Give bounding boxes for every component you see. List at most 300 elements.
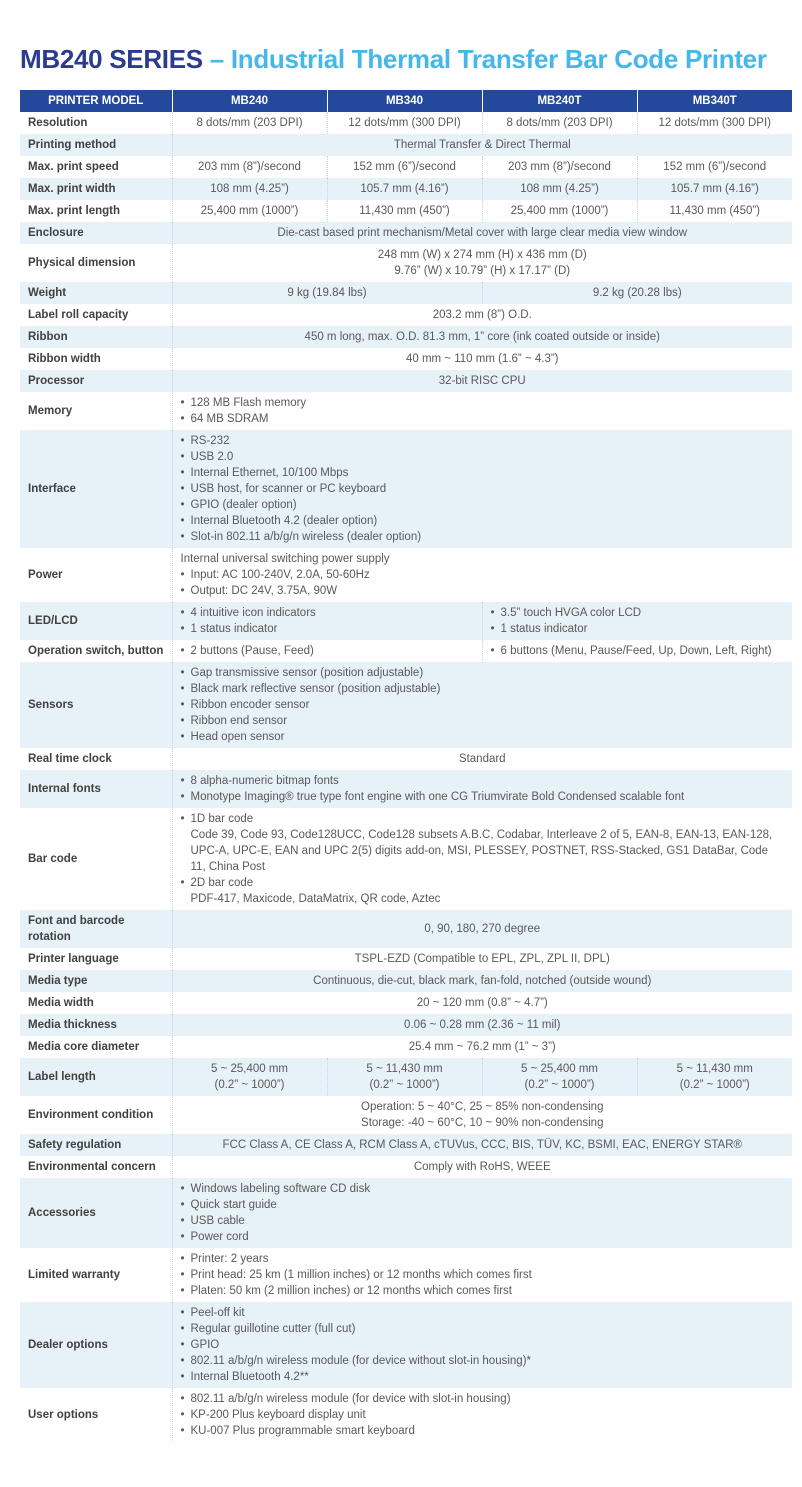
spec-text: Power cord bbox=[190, 1231, 249, 1243]
spec-label: Media core diameter bbox=[28, 1041, 140, 1053]
bullet-item bbox=[181, 529, 785, 545]
bullet-item bbox=[491, 605, 785, 621]
spec-label: Limited warranty bbox=[28, 1269, 121, 1281]
spec-text-line: (0.2” ~ 1000”) bbox=[524, 1079, 595, 1091]
spec-row bbox=[20, 948, 792, 970]
spec-value bbox=[327, 112, 482, 134]
spec-text-line: 25,400 mm (1000”) bbox=[510, 205, 609, 217]
bullet-item bbox=[181, 481, 785, 497]
spec-text: Regular guillotine cutter (full cut) bbox=[190, 1323, 356, 1335]
spec-value bbox=[172, 1134, 792, 1156]
spec-label: Real time clock bbox=[28, 753, 112, 765]
spec-row bbox=[20, 748, 792, 770]
spec-text-line: 9 kg (19.84 lbs) bbox=[287, 287, 367, 299]
spec-label: Label roll capacity bbox=[28, 309, 129, 321]
spec-text-line: 105.7 mm (4.16”) bbox=[360, 183, 449, 195]
spec-value bbox=[172, 244, 792, 282]
spec-row bbox=[20, 602, 792, 640]
spec-value bbox=[172, 1388, 792, 1442]
bullet-icon: • bbox=[180, 1371, 185, 1383]
bullet-icon: • bbox=[180, 1339, 185, 1351]
spec-text: KU-007 Plus programmable smart keyboard bbox=[190, 1425, 415, 1437]
spec-label: Processor bbox=[28, 375, 85, 387]
spec-text-line: Standard bbox=[458, 753, 506, 765]
spec-label: Max. print length bbox=[28, 205, 120, 217]
bullet-item bbox=[491, 643, 785, 659]
spec-label: Printing method bbox=[28, 139, 117, 151]
spec-value bbox=[327, 1058, 482, 1096]
spec-label: Resolution bbox=[28, 117, 88, 129]
bullet-icon: • bbox=[180, 667, 185, 679]
bullet-icon: • bbox=[180, 435, 185, 447]
spec-text: Head open sensor bbox=[190, 731, 285, 743]
spec-row bbox=[20, 1178, 792, 1248]
spec-text-line: 203.2 mm (8”) O.D. bbox=[432, 309, 532, 321]
spec-text: 64 MB SDRAM bbox=[190, 413, 269, 425]
spec-text: 128 MB Flash memory bbox=[190, 397, 307, 409]
bullet-item bbox=[181, 789, 785, 805]
bullet-icon: • bbox=[180, 607, 185, 619]
spec-text-line: Storage: -40 ~ 60°C, 10 ~ 90% non-condensing bbox=[361, 1117, 604, 1129]
title-series: MB240 SERIES bbox=[20, 44, 210, 74]
spec-text-line: (0.2” ~ 1000”) bbox=[369, 1079, 440, 1091]
spec-value bbox=[172, 1248, 792, 1302]
spec-row bbox=[20, 392, 792, 430]
header-mb340t: MB340T bbox=[637, 90, 792, 112]
spec-text-line: 9.2 kg (20.28 lbs) bbox=[592, 287, 682, 299]
bullet-icon: • bbox=[180, 451, 185, 463]
spec-text: Black mark reflective sensor (position adjustable) bbox=[190, 683, 441, 695]
spec-value bbox=[172, 178, 327, 200]
spec-text-line: 20 ~ 120 mm (0.8” ~ 4.7”) bbox=[416, 997, 548, 1009]
bullet-icon: • bbox=[180, 715, 185, 727]
spec-text: USB cable bbox=[190, 1215, 245, 1227]
spec-row bbox=[20, 282, 792, 304]
spec-text-line: 5 ~ 25,400 mm bbox=[210, 1063, 289, 1075]
bullet-icon: • bbox=[180, 1231, 185, 1243]
spec-label: Accessories bbox=[28, 1207, 96, 1219]
spec-text-line: 5 ~ 25,400 mm bbox=[520, 1063, 599, 1075]
spec-value bbox=[637, 1058, 792, 1096]
bullet-item bbox=[181, 513, 785, 529]
spec-text-line: 108 mm (4.25”) bbox=[520, 183, 599, 195]
spec-label: Sensors bbox=[28, 699, 74, 711]
bullet-item bbox=[181, 1267, 785, 1283]
spec-value bbox=[172, 662, 792, 748]
spec-text-line: 11,430 mm (450”) bbox=[669, 205, 761, 217]
spec-value bbox=[327, 200, 482, 222]
spec-row bbox=[20, 1156, 792, 1178]
bullet-item bbox=[181, 1369, 785, 1385]
spec-value bbox=[172, 602, 482, 640]
bullet-item bbox=[181, 1229, 785, 1245]
spec-text: Internal Bluetooth 4.2 (dealer option) bbox=[190, 515, 378, 527]
spec-label: Media type bbox=[28, 975, 88, 987]
bullet-icon: • bbox=[180, 531, 185, 543]
spec-text-line: 203 mm (8”)/second bbox=[198, 161, 301, 173]
bullet-item bbox=[491, 621, 785, 637]
spec-label: Memory bbox=[28, 405, 73, 417]
spec-label: Power bbox=[28, 569, 63, 581]
bullet-icon: • bbox=[180, 413, 185, 425]
spec-text: 2D bar code bbox=[190, 877, 254, 889]
bullet-item bbox=[181, 1181, 785, 1197]
spec-value bbox=[172, 1156, 792, 1178]
spec-row bbox=[20, 1036, 792, 1058]
spec-value bbox=[482, 1058, 637, 1096]
spec-row bbox=[20, 992, 792, 1014]
spec-value bbox=[172, 1036, 792, 1058]
spec-value bbox=[482, 602, 792, 640]
spec-label: Printer language bbox=[28, 953, 119, 965]
spec-text-line: (0.2” ~ 1000”) bbox=[679, 1079, 750, 1091]
spec-text-line: 25.4 mm ~ 76.2 mm (1” ~ 3”) bbox=[408, 1041, 556, 1053]
spec-table-body bbox=[20, 112, 792, 1442]
spec-value bbox=[172, 808, 792, 910]
spec-text-line: 105.7 mm (4.16”) bbox=[670, 183, 759, 195]
spec-text: 802.11 a/b/g/n wireless module (for device with slot-in housing) bbox=[190, 1393, 511, 1405]
spec-label: Bar code bbox=[28, 853, 78, 865]
header-mb340: MB340 bbox=[327, 90, 482, 112]
bullet-icon: • bbox=[180, 1215, 185, 1227]
spec-value bbox=[172, 748, 792, 770]
spec-text-line: 32-bit RISC CPU bbox=[438, 375, 526, 387]
spec-text-line: Die-cast based print mechanism/Metal cover with large clear media view window bbox=[277, 227, 688, 239]
spec-text-line: FCC Class A, CE Class A, RCM Class A, cTUVus, CCC, BIS, TÜV, KC, BSMI, EAC, ENERGY STAR® bbox=[222, 1139, 742, 1151]
spec-row bbox=[20, 662, 792, 748]
header-printer-model: PRINTER MODEL bbox=[20, 90, 172, 112]
spec-text-line: 5 ~ 11,430 mm bbox=[366, 1063, 443, 1075]
spec-value bbox=[172, 200, 327, 222]
bullet-item bbox=[181, 1213, 785, 1229]
spec-table bbox=[20, 90, 792, 1442]
spec-text-line: Comply with RoHS, WEEE bbox=[413, 1161, 551, 1173]
spec-value bbox=[172, 1014, 792, 1036]
spec-row bbox=[20, 134, 792, 156]
spec-value bbox=[172, 640, 482, 662]
spec-row bbox=[20, 1058, 792, 1096]
spec-value bbox=[172, 370, 792, 392]
bullet-icon: • bbox=[180, 683, 185, 695]
bullet-item bbox=[181, 643, 474, 659]
spec-text: Windows labeling software CD disk bbox=[190, 1183, 371, 1195]
spec-row bbox=[20, 112, 792, 134]
spec-row bbox=[20, 640, 792, 662]
spec-label: Physical dimension bbox=[28, 257, 136, 269]
bullet-item bbox=[181, 1337, 785, 1353]
spec-text-line: 248 mm (W) x 274 mm (H) x 436 mm (D) bbox=[377, 249, 587, 261]
spec-text-line: (0.2” ~ 1000”) bbox=[214, 1079, 285, 1091]
spec-value bbox=[637, 156, 792, 178]
spec-text: 1 status indicator bbox=[500, 623, 588, 635]
bullet-icon: • bbox=[180, 645, 185, 657]
spec-text-line: Continuous, die-cut, black mark, fan-fold, notched (outside wound) bbox=[313, 975, 652, 987]
spec-label: Media width bbox=[28, 997, 94, 1009]
spec-label: Media thickness bbox=[28, 1019, 117, 1031]
bullet-item bbox=[181, 395, 785, 411]
spec-text: PDF-417, Maxicode, DataMatrix, QR code, Aztec bbox=[190, 893, 441, 905]
spec-text: Internal Ethernet, 10/100 Mbps bbox=[190, 467, 349, 479]
spec-label: Enclosure bbox=[28, 227, 84, 239]
spec-text-line: 8 dots/mm (203 DPI) bbox=[506, 117, 613, 129]
bullet-icon: • bbox=[180, 813, 185, 825]
bullet-icon: • bbox=[180, 1425, 185, 1437]
spec-text: Monotype Imaging® true type font engine with one CG Triumvirate Bold Condensed scalable font bbox=[190, 791, 685, 803]
spec-value bbox=[172, 222, 792, 244]
spec-row bbox=[20, 348, 792, 370]
spec-row bbox=[20, 430, 792, 548]
spec-value bbox=[172, 156, 327, 178]
bullet-icon: • bbox=[490, 645, 495, 657]
bullet-icon: • bbox=[180, 877, 185, 889]
bullet-icon: • bbox=[180, 775, 185, 787]
spec-text: GPIO (dealer option) bbox=[190, 499, 297, 511]
spec-text-line: 0, 90, 180, 270 degree bbox=[424, 923, 541, 935]
spec-label: Max. print width bbox=[28, 183, 116, 195]
spec-value bbox=[637, 178, 792, 200]
bullet-icon: • bbox=[180, 499, 185, 511]
table-header-row bbox=[20, 90, 792, 112]
spec-label: Environmental concern bbox=[28, 1161, 156, 1173]
spec-value bbox=[482, 156, 637, 178]
spec-value bbox=[172, 282, 482, 304]
spec-text-line: 0.06 ~ 0.28 mm (2.36 ~ 11 mil) bbox=[404, 1019, 561, 1031]
spec-text: GPIO bbox=[190, 1339, 220, 1351]
spec-text: KP-200 Plus keyboard display unit bbox=[190, 1409, 366, 1421]
bullet-icon: • bbox=[180, 1285, 185, 1297]
spec-value bbox=[172, 992, 792, 1014]
spec-row bbox=[20, 222, 792, 244]
bullet-item bbox=[181, 875, 785, 891]
spec-row bbox=[20, 808, 792, 910]
header-mb240t: MB240T bbox=[482, 90, 637, 112]
spec-row bbox=[20, 200, 792, 222]
bullet-item bbox=[181, 621, 474, 637]
bullet-item bbox=[181, 1391, 785, 1407]
spec-value bbox=[172, 1178, 792, 1248]
spec-text-line: 5 ~ 11,430 mm bbox=[676, 1063, 753, 1075]
bullet-item bbox=[181, 713, 785, 729]
bullet-icon: • bbox=[180, 467, 185, 479]
bullet-item bbox=[181, 1197, 785, 1213]
spec-text-line: 9.76” (W) x 10.79” (H) x 17.17” (D) bbox=[394, 265, 571, 277]
bullet-icon: • bbox=[180, 699, 185, 711]
spec-text-line: 450 m long, max. O.D. 81.3 mm, 1” core (ink coated outside or inside) bbox=[304, 331, 660, 343]
spec-text-line: TSPL-EZD (Compatible to EPL, ZPL, ZPL II, DPL) bbox=[354, 953, 610, 965]
spec-value bbox=[172, 770, 792, 808]
spec-label: Font and barcode rotation bbox=[28, 915, 125, 943]
spec-label: Internal fonts bbox=[28, 783, 101, 795]
spec-label: LED/LCD bbox=[28, 615, 78, 627]
spec-sheet-page bbox=[0, 44, 802, 1487]
bullet-icon: • bbox=[180, 731, 185, 743]
spec-row bbox=[20, 548, 792, 602]
spec-text: Printer: 2 years bbox=[190, 1253, 269, 1265]
bullet-item bbox=[181, 681, 785, 697]
bullet-item bbox=[181, 465, 785, 481]
spec-row bbox=[20, 326, 792, 348]
spec-value bbox=[172, 348, 792, 370]
spec-text: Peel-off kit bbox=[190, 1307, 245, 1319]
spec-value bbox=[172, 548, 792, 602]
spec-text: 2 buttons (Pause, Feed) bbox=[190, 645, 314, 657]
header-mb240: MB240 bbox=[172, 90, 327, 112]
spec-label: Ribbon width bbox=[28, 353, 101, 365]
spec-value bbox=[172, 134, 792, 156]
spec-row bbox=[20, 770, 792, 808]
bullet-item bbox=[181, 605, 474, 621]
bullet-item bbox=[181, 433, 785, 449]
spec-text: RS-232 bbox=[190, 435, 230, 447]
spec-value bbox=[172, 970, 792, 992]
page-title bbox=[20, 44, 792, 75]
spec-text-line bbox=[181, 551, 785, 567]
bullet-item bbox=[181, 1423, 785, 1439]
bullet-icon: • bbox=[180, 515, 185, 527]
spec-label: Label length bbox=[28, 1071, 96, 1083]
bullet-icon: • bbox=[180, 791, 185, 803]
spec-text-line: 108 mm (4.25”) bbox=[210, 183, 289, 195]
spec-row bbox=[20, 178, 792, 200]
spec-text-line: 11,430 mm (450”) bbox=[359, 205, 450, 217]
spec-text-line bbox=[181, 827, 785, 875]
spec-row bbox=[20, 1302, 792, 1388]
spec-value bbox=[482, 282, 792, 304]
spec-value bbox=[482, 112, 637, 134]
bullet-item bbox=[181, 697, 785, 713]
spec-value bbox=[172, 910, 792, 948]
spec-text: Slot-in 802.11 a/b/g/n wireless (dealer option) bbox=[190, 531, 422, 543]
bullet-item bbox=[181, 665, 785, 681]
spec-label: User options bbox=[28, 1409, 99, 1421]
spec-value bbox=[172, 112, 327, 134]
spec-label: Max. print speed bbox=[28, 161, 119, 173]
spec-text: 8 alpha-numeric bitmap fonts bbox=[190, 775, 339, 787]
spec-text: Internal Bluetooth 4.2** bbox=[190, 1371, 309, 1383]
spec-row bbox=[20, 1014, 792, 1036]
bullet-item bbox=[181, 449, 785, 465]
spec-value bbox=[637, 112, 792, 134]
spec-text: 6 buttons (Menu, Pause/Feed, Up, Down, Left, Right) bbox=[500, 645, 772, 657]
bullet-item bbox=[181, 729, 785, 745]
spec-text-line: 12 dots/mm (300 DPI) bbox=[658, 117, 771, 129]
bullet-item bbox=[181, 1321, 785, 1337]
bullet-icon: • bbox=[180, 569, 185, 581]
spec-text-line: Thermal Transfer & Direct Thermal bbox=[393, 139, 571, 151]
bullet-item bbox=[181, 497, 785, 513]
spec-label: Operation switch, button bbox=[28, 645, 164, 657]
bullet-icon: • bbox=[490, 623, 495, 635]
bullet-icon: • bbox=[180, 1269, 185, 1281]
spec-text-line: 25,400 mm (1000”) bbox=[200, 205, 299, 217]
spec-value bbox=[482, 178, 637, 200]
spec-value bbox=[172, 304, 792, 326]
spec-label: Environment condition bbox=[28, 1109, 154, 1121]
spec-label: Ribbon bbox=[28, 331, 68, 343]
spec-value bbox=[327, 178, 482, 200]
bullet-item bbox=[181, 567, 785, 583]
spec-row bbox=[20, 244, 792, 282]
spec-text: 1 status indicator bbox=[190, 623, 278, 635]
spec-text-line bbox=[181, 891, 785, 907]
spec-text: Internal universal switching power supply bbox=[180, 553, 390, 565]
spec-value bbox=[172, 326, 792, 348]
spec-text-line: 8 dots/mm (203 DPI) bbox=[196, 117, 303, 129]
bullet-icon: • bbox=[180, 1253, 185, 1265]
spec-text-line: 203 mm (8”)/second bbox=[508, 161, 611, 173]
spec-text: Gap transmissive sensor (position adjustable) bbox=[190, 667, 424, 679]
spec-row bbox=[20, 304, 792, 326]
bullet-item bbox=[181, 1305, 785, 1321]
bullet-item bbox=[181, 811, 785, 827]
spec-text: Print head: 25 km (1 million inches) or 12 months which comes first bbox=[190, 1269, 532, 1281]
bullet-item bbox=[181, 1353, 785, 1369]
bullet-item bbox=[181, 1283, 785, 1299]
bullet-item bbox=[181, 1407, 785, 1423]
spec-value bbox=[172, 948, 792, 970]
spec-text: 4 intuitive icon indicators bbox=[190, 607, 316, 619]
spec-text: USB host, for scanner or PC keyboard bbox=[190, 483, 387, 495]
spec-label: Dealer options bbox=[28, 1339, 108, 1351]
spec-value bbox=[172, 1302, 792, 1388]
spec-row bbox=[20, 156, 792, 178]
bullet-item bbox=[181, 583, 785, 599]
spec-text: 3.5” touch HVGA color LCD bbox=[500, 607, 642, 619]
spec-text: Output: DC 24V, 3.75A, 90W bbox=[190, 585, 338, 597]
spec-label: Weight bbox=[28, 287, 67, 299]
spec-text: Platen: 50 km (2 million inches) or 12 months which comes first bbox=[190, 1285, 512, 1297]
spec-value bbox=[172, 1096, 792, 1134]
spec-value bbox=[637, 200, 792, 222]
spec-row bbox=[20, 1248, 792, 1302]
spec-text-line: 40 mm ~ 110 mm (1.6” ~ 4.3”) bbox=[405, 353, 559, 365]
spec-text: Ribbon end sensor bbox=[190, 715, 288, 727]
bullet-item bbox=[181, 1251, 785, 1267]
bullet-icon: • bbox=[180, 1307, 185, 1319]
spec-text: Code 39, Code 93, Code128UCC, Code128 subsets A.B.C, Codabar, Interleave 2 of 5, EAN-8, EAN-13, EAN-128, UPC-A, UPC-E, EAN and UPC 2(5) digits add-on, MSI, PLESSEY, POSTNET, RSS-Stacked, GS1 DataBar, Code 11, China Post bbox=[190, 829, 773, 873]
spec-value bbox=[172, 1058, 327, 1096]
spec-row bbox=[20, 910, 792, 948]
spec-text: Quick start guide bbox=[190, 1199, 277, 1211]
bullet-icon: • bbox=[180, 1323, 185, 1335]
spec-label: Interface bbox=[28, 483, 76, 495]
spec-text: 1D bar code bbox=[190, 813, 254, 825]
bullet-icon: • bbox=[180, 1409, 185, 1421]
bullet-icon: • bbox=[180, 623, 185, 635]
spec-text-line: 12 dots/mm (300 DPI) bbox=[348, 117, 461, 129]
bullet-icon: • bbox=[180, 397, 185, 409]
bullet-icon: • bbox=[180, 1199, 185, 1211]
spec-value bbox=[172, 392, 792, 430]
bullet-icon: • bbox=[180, 483, 185, 495]
spec-value bbox=[327, 156, 482, 178]
spec-row bbox=[20, 1388, 792, 1442]
spec-row bbox=[20, 1134, 792, 1156]
spec-label: Safety regulation bbox=[28, 1139, 122, 1151]
bullet-icon: • bbox=[180, 1393, 185, 1405]
bullet-item bbox=[181, 411, 785, 427]
spec-text: USB 2.0 bbox=[190, 451, 234, 463]
spec-text: Ribbon encoder sensor bbox=[190, 699, 310, 711]
spec-value bbox=[172, 430, 792, 548]
bullet-icon: • bbox=[180, 1355, 185, 1367]
spec-value bbox=[482, 200, 637, 222]
spec-text: 802.11 a/b/g/n wireless module (for device without slot-in housing)* bbox=[190, 1355, 531, 1367]
spec-text-line: 152 mm (6”)/second bbox=[663, 161, 767, 173]
title-subtitle: – Industrial Thermal Transfer Bar Code Printer bbox=[209, 44, 767, 74]
spec-row bbox=[20, 970, 792, 992]
spec-text-line: Operation: 5 ~ 40°C, 25 ~ 85% non-condensing bbox=[361, 1101, 604, 1113]
